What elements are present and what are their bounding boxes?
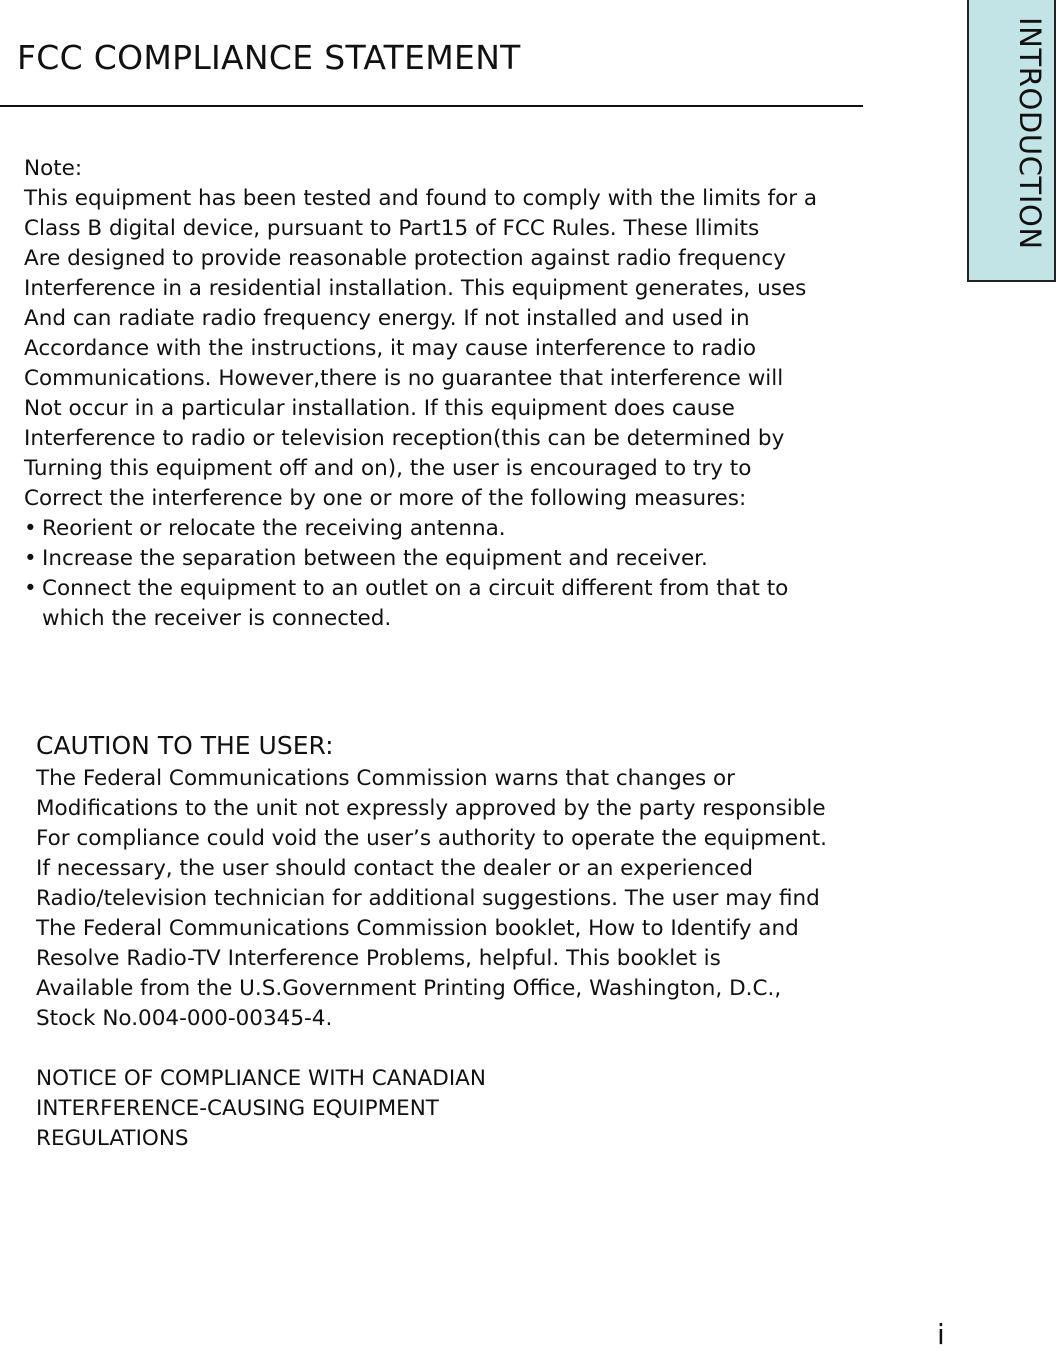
- note-line: Communications. However,there is no guarantee that interference will: [24, 366, 784, 391]
- booklet-title: How to Identify and: [588, 916, 799, 941]
- caution-line: Radio/television technician for additional suggestions. The user may find: [36, 886, 820, 911]
- caution-heading: CAUTION TO THE USER:: [36, 731, 334, 760]
- measures-list: [24, 514, 788, 634]
- bullet-icon: •: [24, 516, 37, 541]
- list-item-text: Reorient or relocate the receiving antenna.: [42, 516, 506, 541]
- note-line: This equipment has been tested and found to comply with the limits for a: [24, 186, 818, 211]
- list-item-text: Increase the separation between the equipment and receiver.: [42, 546, 708, 571]
- list-item-text: Connect the equipment to an outlet on a circuit different from that to: [42, 576, 789, 601]
- bullet-icon: •: [24, 546, 37, 571]
- caution-line: [36, 914, 827, 944]
- booklet-title: Resolve Radio-TV Interference Problems: [36, 946, 466, 971]
- caution-line: Stock No.004-000-00345-4.: [36, 1006, 333, 1031]
- page-title: FCC COMPLIANCE STATEMENT: [17, 38, 521, 77]
- title-divider: [0, 105, 863, 107]
- note-line: Class B digital device, pursuant to Part15 of FCC Rules. These llimits: [24, 216, 760, 241]
- section-tab-label: INTRODUCTION: [1013, 17, 1047, 250]
- list-item-text: which the receiver is connected.: [42, 606, 392, 631]
- note-line: Interference in a residential installation. This equipment generates, uses: [24, 276, 807, 301]
- note-line: Interference to radio or television reception(this can be determined by: [24, 426, 785, 451]
- note-line: Turning this equipment off and on), the user is encouraged to try to: [24, 456, 752, 481]
- caution-line: [36, 944, 827, 974]
- caution-line-text: The Federal Communications Commission booklet,: [36, 916, 589, 941]
- notice-line: NOTICE OF COMPLIANCE WITH CANADIAN: [36, 1066, 486, 1091]
- caution-line: If necessary, the user should contact the dealer or an experienced: [36, 856, 753, 881]
- fcc-note: [24, 154, 817, 514]
- caution-line: Available from the U.S.Government Printing Office, Washington, D.C.,: [36, 976, 782, 1001]
- caution-line-text: , helpful. This booklet is: [465, 946, 721, 971]
- list-item: [24, 514, 788, 544]
- list-item: [24, 574, 788, 604]
- caution-line: For compliance could void the user’s authority to operate the equipment.: [36, 826, 827, 851]
- section-tab: [967, 0, 1056, 282]
- note-line: Note:: [24, 156, 83, 181]
- notice-line: REGULATIONS: [36, 1126, 189, 1151]
- caution-line: Modifications to the unit not expressly approved by the party responsible: [36, 796, 826, 821]
- note-line: Accordance with the instructions, it may cause interference to radio: [24, 336, 757, 361]
- note-line: And can radiate radio frequency energy. If not installed and used in: [24, 306, 750, 331]
- note-line: Correct the interference by one or more of the following measures:: [24, 486, 747, 511]
- notice-line: INTERFERENCE-CAUSING EQUIPMENT: [36, 1096, 439, 1121]
- note-line: Not occur in a particular installation. If this equipment does cause: [24, 396, 735, 421]
- caution-line: The Federal Communications Commission warns that changes or: [36, 766, 735, 791]
- list-item: [24, 544, 788, 574]
- note-line: Are designed to provide reasonable protection against radio frequency: [24, 246, 786, 271]
- page-number: i: [937, 1318, 945, 1351]
- caution-text: [36, 764, 827, 1034]
- bullet-icon: •: [24, 576, 37, 601]
- canadian-notice: [36, 1064, 486, 1154]
- list-item-continuation: [24, 604, 788, 634]
